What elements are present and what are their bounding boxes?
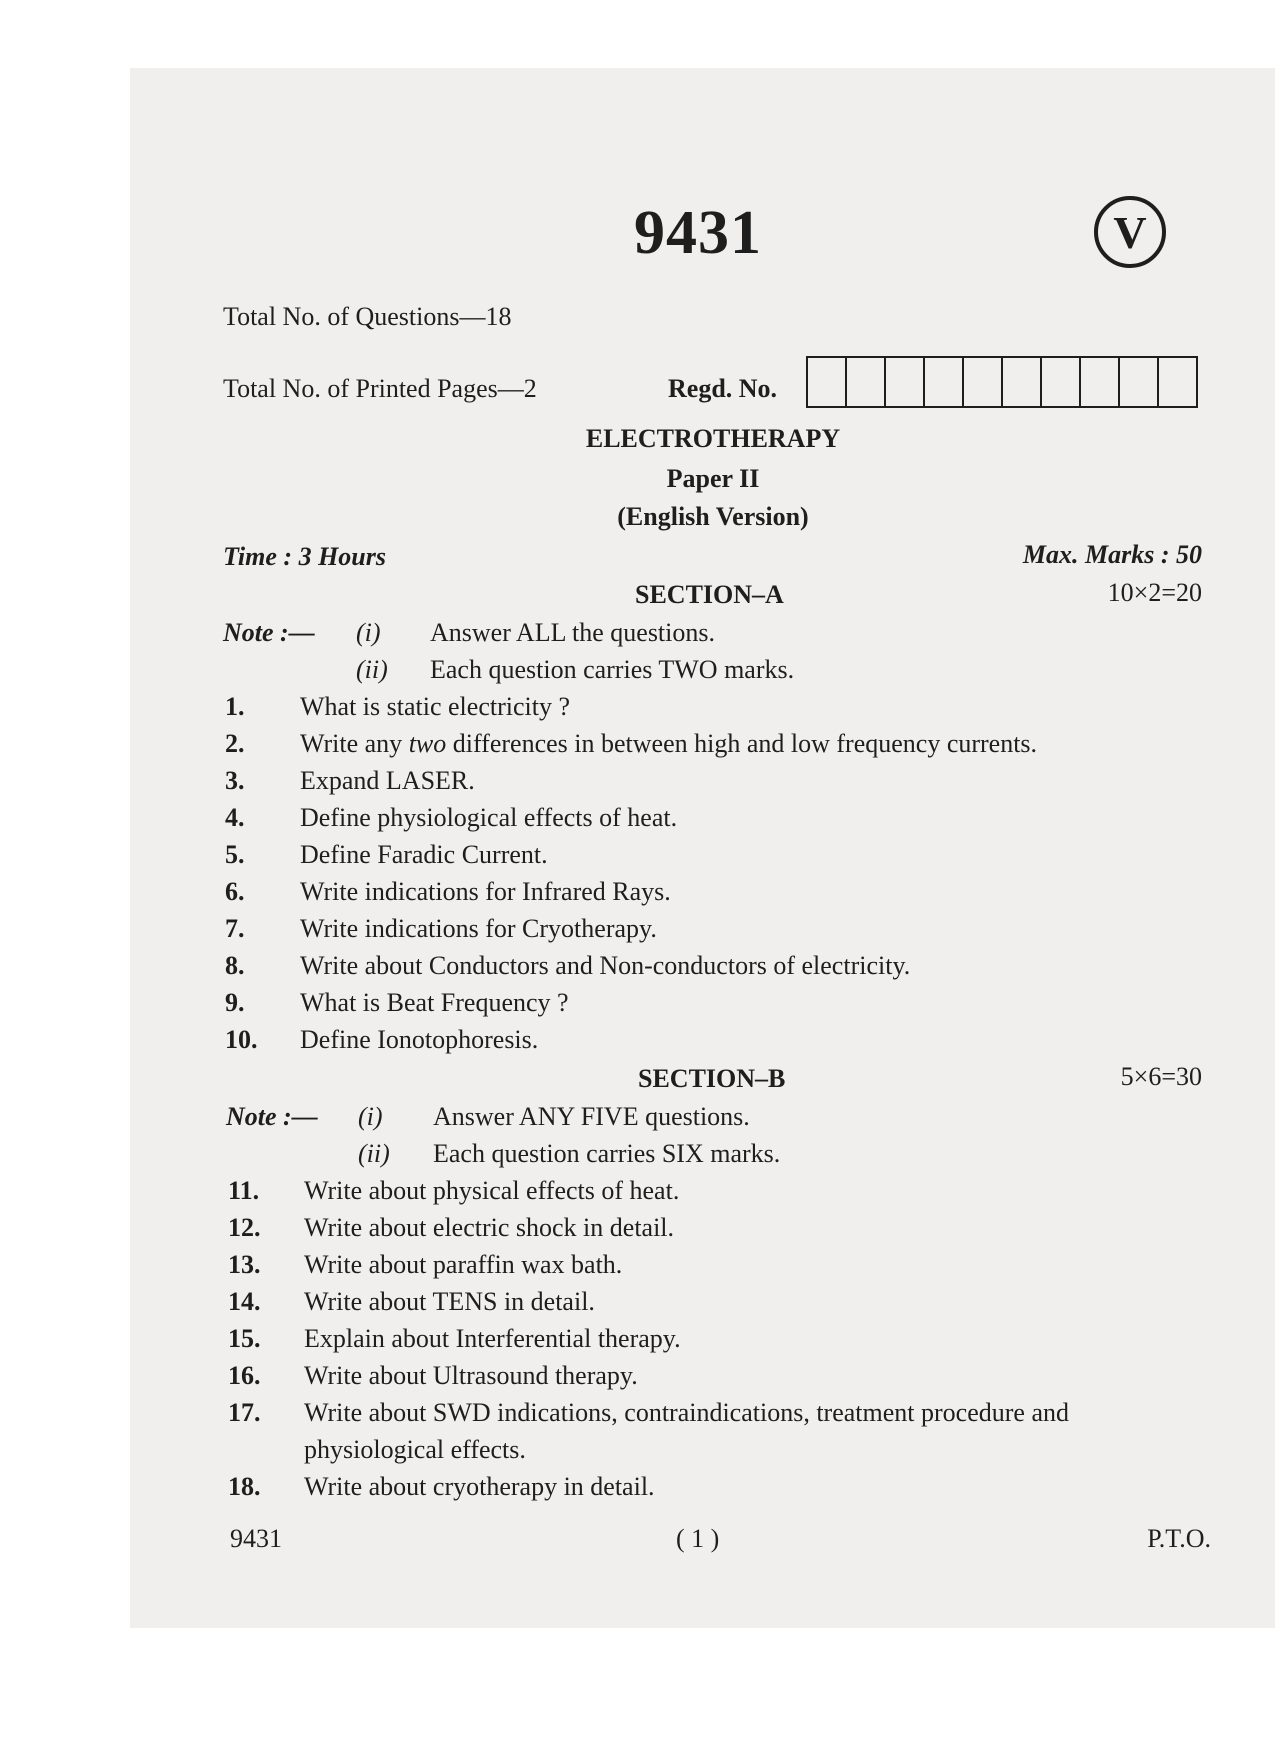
question-number: 5. (225, 840, 245, 869)
section-b-note-label: Note :— (226, 1102, 318, 1131)
note-number: (i) (356, 618, 381, 647)
note-number: (i) (358, 1102, 383, 1131)
regd-cell (1159, 358, 1196, 406)
footer-code: 9431 (230, 1524, 282, 1553)
version-label: (English Version) (617, 502, 809, 531)
pto-label: P.T.O. (1147, 1524, 1211, 1553)
question-text: Write about Conductors and Non-conductors of electricity. (300, 951, 911, 980)
note-text: Answer ALL the questions. (430, 618, 715, 647)
note-text: Each question carries SIX marks. (433, 1139, 781, 1168)
question-text: Write about electric shock in detail. (304, 1213, 675, 1242)
regd-cell (964, 358, 1003, 406)
section-b-marks: 5×6=30 (1120, 1062, 1202, 1091)
regd-cell (1081, 358, 1120, 406)
question-number: 7. (225, 914, 245, 943)
question-number: 11. (228, 1176, 260, 1205)
total-pages: Total No. of Printed Pages—2 (223, 374, 537, 403)
max-marks: Max. Marks : 50 (1022, 540, 1202, 569)
question-text: What is static electricity ? (300, 692, 570, 721)
paper-code: 9431 (634, 199, 762, 267)
regd-number-box (806, 356, 1198, 408)
question-number: 18. (228, 1472, 261, 1501)
regd-cell (808, 358, 847, 406)
time-label: Time : 3 Hours (223, 542, 386, 571)
section-a-marks: 10×2=20 (1107, 578, 1202, 607)
section-a-title: SECTION–A (635, 580, 784, 609)
question-number: 13. (228, 1250, 261, 1279)
paper-number: Paper II (666, 464, 760, 493)
regd-cell (1042, 358, 1081, 406)
regd-cell (886, 358, 925, 406)
question-text: Write about cryotherapy in detail. (304, 1472, 655, 1501)
question-number: 10. (225, 1025, 258, 1054)
question-text: Define Faradic Current. (300, 840, 548, 869)
question-number: 15. (228, 1324, 261, 1353)
note-text: Answer ANY FIVE questions. (433, 1102, 750, 1131)
regd-cell (1120, 358, 1159, 406)
total-questions: Total No. of Questions—18 (223, 302, 512, 331)
question-text: Write indications for Infrared Rays. (300, 877, 671, 906)
question-text-continued: physiological effects. (304, 1435, 526, 1464)
question-number: 2. (225, 729, 245, 758)
question-text: Write about TENS in detail. (304, 1287, 595, 1316)
question-number: 14. (228, 1287, 261, 1316)
question-text: Write about physical effects of heat. (304, 1176, 680, 1205)
question-number: 17. (228, 1398, 261, 1427)
regd-label: Regd. No. (668, 374, 778, 403)
question-text: Write indications for Cryotherapy. (300, 914, 657, 943)
question-number: 4. (225, 803, 245, 832)
note-number: (ii) (358, 1139, 390, 1168)
question-number: 6. (225, 877, 245, 906)
question-number: 3. (225, 766, 245, 795)
note-text: Each question carries TWO marks. (430, 655, 795, 684)
regd-cell (925, 358, 964, 406)
question-text: Explain about Interferential therapy. (304, 1324, 681, 1353)
subject-title: ELECTROTHERAPY (585, 424, 841, 453)
page-number: ( 1 ) (676, 1524, 720, 1553)
question-text: Define Ionotophoresis. (300, 1025, 539, 1054)
question-text: Define physiological effects of heat. (300, 803, 678, 832)
question-text: Write any two differences in between high and low frequency currents. (300, 729, 1038, 758)
version-mark (1094, 196, 1166, 268)
section-b-title: SECTION–B (638, 1064, 786, 1093)
regd-cell (847, 358, 886, 406)
version-letter: V (1113, 206, 1147, 258)
question-text: What is Beat Frequency ? (300, 988, 569, 1017)
question-text: Write about SWD indications, contraindications, treatment procedure and (304, 1398, 1069, 1427)
question-text: Write about Ultrasound therapy. (304, 1361, 638, 1390)
section-a-note-label: Note :— (223, 618, 315, 647)
regd-cell (1003, 358, 1042, 406)
question-text: Expand LASER. (300, 766, 475, 795)
question-number: 1. (225, 692, 245, 721)
note-number: (ii) (356, 655, 388, 684)
question-number: 8. (225, 951, 245, 980)
question-number: 9. (225, 988, 245, 1017)
question-text: Write about paraffin wax bath. (304, 1250, 623, 1279)
question-number: 16. (228, 1361, 261, 1390)
question-number: 12. (228, 1213, 261, 1242)
